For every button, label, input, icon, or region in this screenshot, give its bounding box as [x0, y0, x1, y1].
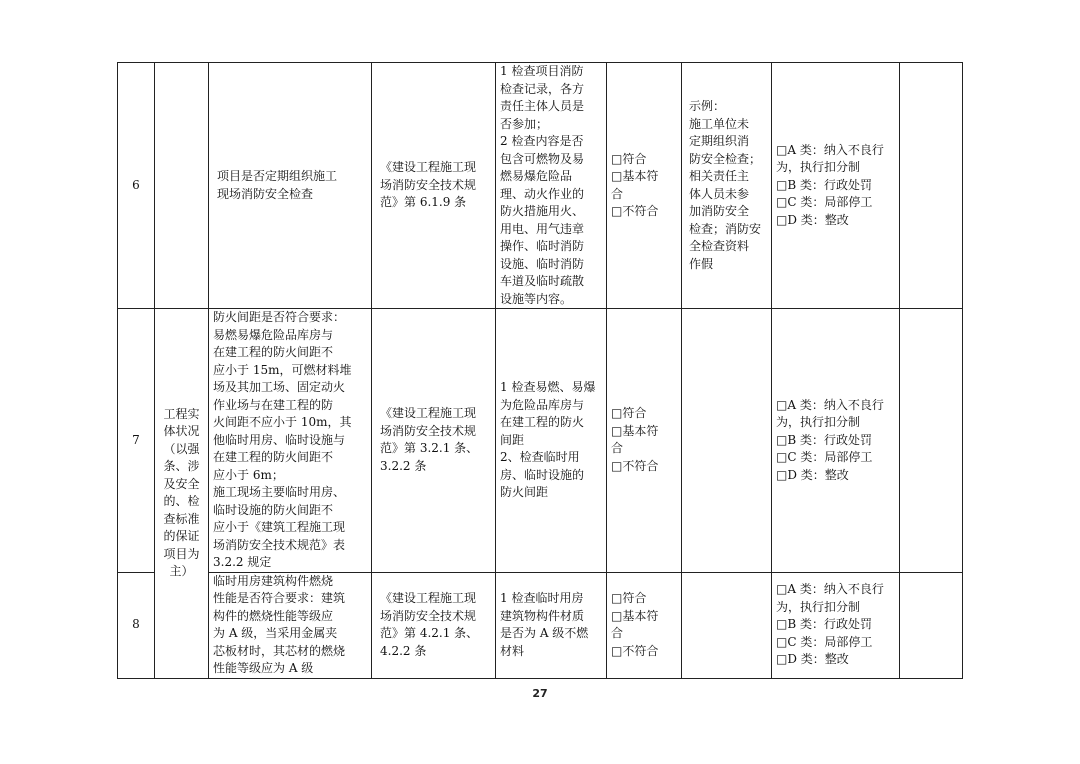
category-cell-empty	[155, 63, 209, 309]
category-cell: 工程实 体状况 （以强 条、涉 及安全 的、检 查标准 的保证 项目为 主）	[155, 309, 209, 679]
page-number: 27	[532, 687, 548, 700]
result-options	[607, 63, 682, 309]
result-conform-checkbox[interactable]: □符合	[611, 406, 647, 421]
table-row-7	[118, 309, 963, 573]
inspection-method: 1 检查项目消防 检查记录，各方 责任主体人员是 否参加； 2 检查内容是否 包含可燃物及易 燃易爆危险品 理、动火作业的 防火措施用火、 用电、用气违章 操作、临时消防 设施、临时消防 车道及临时疏散 设施等内容。	[496, 63, 607, 309]
handling-a-checkbox[interactable]: □A 类：纳入不良行 为，执行扣分制	[776, 582, 884, 614]
remark-cell	[900, 572, 963, 678]
handling-b-checkbox[interactable]: □B 类：行政处罚	[776, 617, 872, 632]
result-nonconform-checkbox[interactable]: □不符合	[611, 643, 659, 658]
result-conform-checkbox[interactable]: □符合	[611, 591, 647, 605]
result-options	[607, 309, 682, 573]
handling-c-checkbox[interactable]: □C 类：局部停工	[776, 450, 873, 464]
handling-c-checkbox[interactable]: □C 类：局部停工	[776, 195, 873, 210]
result-basic-conform-checkbox[interactable]: □基本符 合	[611, 423, 659, 456]
table-row-8	[118, 572, 963, 678]
example-cell: 示例： 施工单位未 定期组织消 防安全检查； 相关责任主 体人员未参 加消防安全 检查；消防安 全检查资料 作假	[682, 63, 772, 309]
handling-a-checkbox[interactable]: □A 类：纳入不良行 为，执行扣分制	[776, 142, 884, 175]
result-basic-conform-checkbox[interactable]: □基本符 合	[611, 169, 659, 201]
row-number: 7	[118, 309, 155, 573]
handling-b-checkbox[interactable]: □B 类：行政处罚	[776, 432, 872, 447]
regulation-basis: 《建设工程施工现 场消防安全技术规 范》第 6.1.9 条	[372, 63, 496, 309]
result-nonconform-checkbox[interactable]: □不符合	[611, 458, 659, 473]
handling-a-checkbox[interactable]: □A 类：纳入不良行 为，执行扣分制	[776, 397, 884, 429]
result-nonconform-checkbox[interactable]: □不符合	[611, 204, 659, 218]
handling-options	[772, 63, 900, 309]
inspection-method: 1 检查易燃、易爆 为危险品库房与 在建工程的防火 间距 2、检查临时用 房、临时设施的 防火间距	[496, 309, 607, 573]
inspection-item: 项目是否定期组织施工 现场消防安全检查	[209, 63, 372, 309]
regulation-basis: 《建设工程施工现 场消防安全技术规 范》第 4.2.1 条、 4.2.2 条	[372, 572, 496, 678]
handling-b-checkbox[interactable]: □B 类：行政处罚	[776, 177, 872, 192]
result-basic-conform-checkbox[interactable]: □基本符 合	[611, 608, 659, 640]
handling-d-checkbox[interactable]: □D 类：整改	[776, 212, 849, 227]
remark-cell	[900, 63, 963, 309]
example-cell	[682, 309, 772, 573]
handling-options	[772, 572, 900, 678]
inspection-item: 防火间距是否符合要求： 易燃易爆危险品库房与 在建工程的防火间距不 应小于 15m，可燃材料堆 场及其加工场、固定动火 作业场与在建工程的防 火间距不应小于 10m，其 他临时用房、临时设施与 在建工程的防火间距不 应小于 6m； 施工现场主要临时用房、 临时设施的防火间距不 应小于《建筑工程施工现 场消防安全技术规范》表 3.2.2 规定	[209, 309, 372, 573]
result-conform-checkbox[interactable]: □符合	[611, 151, 647, 166]
remark-cell	[900, 309, 963, 573]
handling-d-checkbox[interactable]: □D 类：整改	[776, 467, 849, 482]
example-cell	[682, 572, 772, 678]
inspection-table	[117, 62, 963, 679]
row-number: 8	[118, 572, 155, 678]
regulation-basis: 《建设工程施工现 场消防安全技术规 范》第 3.2.1 条、 3.2.2 条	[372, 309, 496, 573]
result-options	[607, 572, 682, 678]
table-row-6	[118, 63, 963, 309]
row-number: 6	[118, 63, 155, 309]
handling-options	[772, 309, 900, 573]
inspection-item: 临时用房建筑构件燃烧 性能是否符合要求：建筑 构件的燃烧性能等级应 为 A 级，当采用金属夹 芯板材时，其芯材的燃烧 性能等级应为 A 级	[209, 572, 372, 678]
handling-c-checkbox[interactable]: □C 类：局部停工	[776, 634, 873, 649]
handling-d-checkbox[interactable]: □D 类：整改	[776, 652, 849, 667]
inspection-method: 1 检查临时用房 建筑物构件材质 是否为 A 级不燃 材料	[496, 572, 607, 678]
